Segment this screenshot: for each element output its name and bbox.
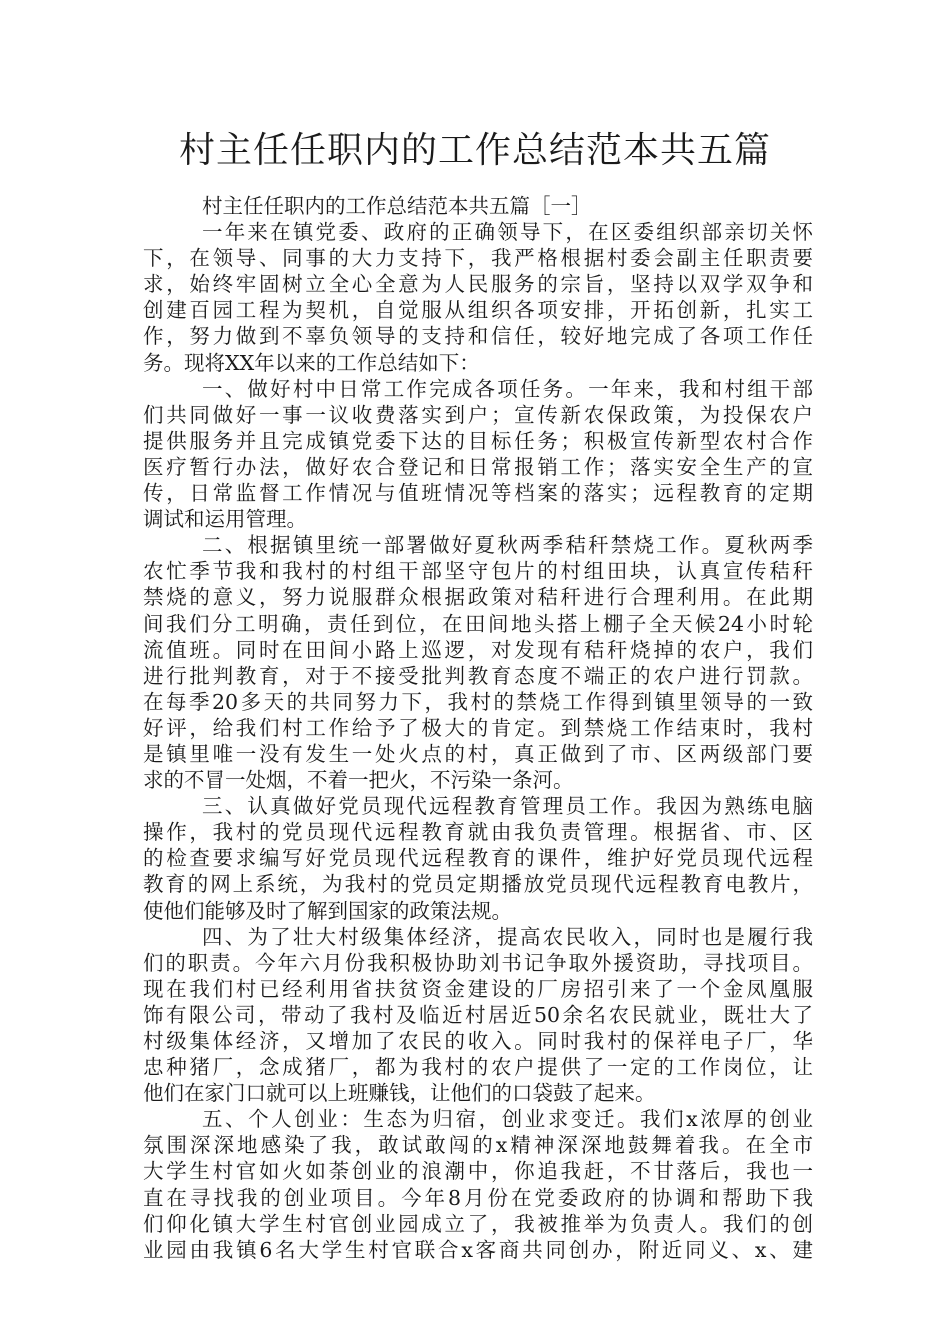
text-line: 教育的网上系统，为我村的党员定期播放党员现代远程教育电教片，	[143, 872, 813, 897]
text-line: 使他们能够及时了解到国家的政策法规。	[143, 898, 512, 923]
text-line: 下，在领导、同事的大力支持下，我严格根据村委会副主任职责要	[143, 246, 813, 271]
text-line: 传，日常监督工作情况与值班情况等档案的落实；远程教育的定期	[143, 481, 813, 506]
text-line: 现在我们村已经利用省扶贫资金建设的厂房招引来了一个金凤凰服	[143, 976, 813, 1001]
text-line: 三、认真做好党员现代远程教育管理员工作。我因为熟练电脑	[202, 794, 813, 819]
text-line: 调试和运用管理。	[143, 507, 307, 532]
document-title: 村主任任职内的工作总结范本共五篇	[178, 130, 771, 171]
text-line: 是镇里唯一没有发生一处火点的村，真正做到了市、区两级部门要	[143, 741, 813, 766]
text-line: 大学生村官如火如荼创业的浪潮中，你追我赶，不甘落后，我也一	[143, 1159, 813, 1184]
text-line: 他们在家门口就可以上班赚钱，让他们的口袋鼓了起来。	[143, 1081, 656, 1106]
text-line: 在每季20多天的共同努力下，我村的禁烧工作得到镇里领导的一致	[143, 689, 813, 714]
text-line: 五、个人创业：生态为归宿，创业求变迁。我们x浓厚的创业	[202, 1107, 813, 1132]
text-line: 间我们分工明确，责任到位，在田间地头搭上棚子全天候24小时轮	[143, 611, 813, 636]
text-line: 一、做好村中日常工作完成各项任务。一年来，我和村组干部	[202, 376, 813, 401]
text-line: 们共同做好一事一议收费落实到户；宣传新农保政策，为投保农户	[143, 402, 813, 427]
text-line: 医疗暂行办法，做好农合登记和日常报销工作；落实安全生产的宣	[143, 454, 813, 479]
text-line: 求的不冒一处烟，不着一把火，不污染一条河。	[143, 768, 574, 793]
text-line: 提供服务并且完成镇党委下达的目标任务；积极宣传新型农村合作	[143, 428, 813, 453]
document-body	[143, 193, 813, 1263]
text-line: 村级集体经济，又增加了农民的收入。同时我村的保祥电子厂，华	[143, 1029, 813, 1053]
text-line: 直在寻找我的创业项目。今年8月份在党委政府的协调和帮助下我	[143, 1185, 813, 1210]
text-line: 农忙季节我和我村的村组干部坚守包片的村组田块，认真宣传秸秆	[143, 559, 813, 584]
text-line: 求，始终牢固树立全心全意为人民服务的宗旨，坚持以双学双争和	[143, 272, 813, 297]
text-line: 业园由我镇6名大学生村官联合x客商共同创办，附近同义、x、建	[143, 1237, 813, 1262]
text-line: 二、根据镇里统一部署做好夏秋两季秸秆禁烧工作。夏秋两季	[202, 533, 813, 558]
text-line: 操作，我村的党员现代远程教育就由我负责管理。根据省、市、区	[143, 820, 813, 845]
text-line: 进行批判教育，对于不接受批判教育态度不端正的农户进行罚款。	[143, 663, 813, 688]
text-line: 们的职责。今年六月份我积极协助刘书记争取外援资助，寻找项目。	[143, 950, 813, 975]
text-line: 的检查要求编写好党员现代远程教育的课件，维护好党员现代远程	[143, 846, 813, 871]
text-line: 饰有限公司，带动了我村及临近村居近50余名农民就业，既壮大了	[143, 1002, 813, 1027]
text-line: 好评，给我们村工作给予了极大的肯定。到禁烧工作结束时，我村	[143, 715, 813, 740]
text-line: 们仰化镇大学生村官创业园成立了，我被推举为负责人。我们的创	[143, 1211, 813, 1236]
text-line: 流值班。同时在田间小路上巡逻，对发现有秸秆烧掉的农户，我们	[143, 637, 813, 662]
text-line: 四、为了壮大村级集体经济，提高农民收入，同时也是履行我	[202, 924, 813, 949]
text-line: 作，努力做到不辜负领导的支持和信任，较好地完成了各项工作任	[143, 324, 813, 349]
section-subtitle: 村主任任职内的工作总结范本共五篇［一］	[202, 194, 592, 218]
text-line: 一年来在镇党委、政府的正确领导下，在区委组织部亲切关怀	[202, 220, 813, 245]
text-line: 务。现将XX年以来的工作总结如下：	[143, 350, 480, 375]
text-line: 忠种猪厂，念成猪厂，都为我村的农户提供了一定的工作岗位，让	[143, 1055, 813, 1080]
text-line: 创建百园工程为契机，自觉服从组织各项安排，开拓创新，扎实工	[143, 298, 813, 323]
text-line: 氛围深深地感染了我，敢试敢闯的x精神深深地鼓舞着我。在全市	[143, 1133, 813, 1158]
text-line: 禁烧的意义，努力说服群众根据政策对秸秆进行合理利用。在此期	[143, 585, 813, 610]
